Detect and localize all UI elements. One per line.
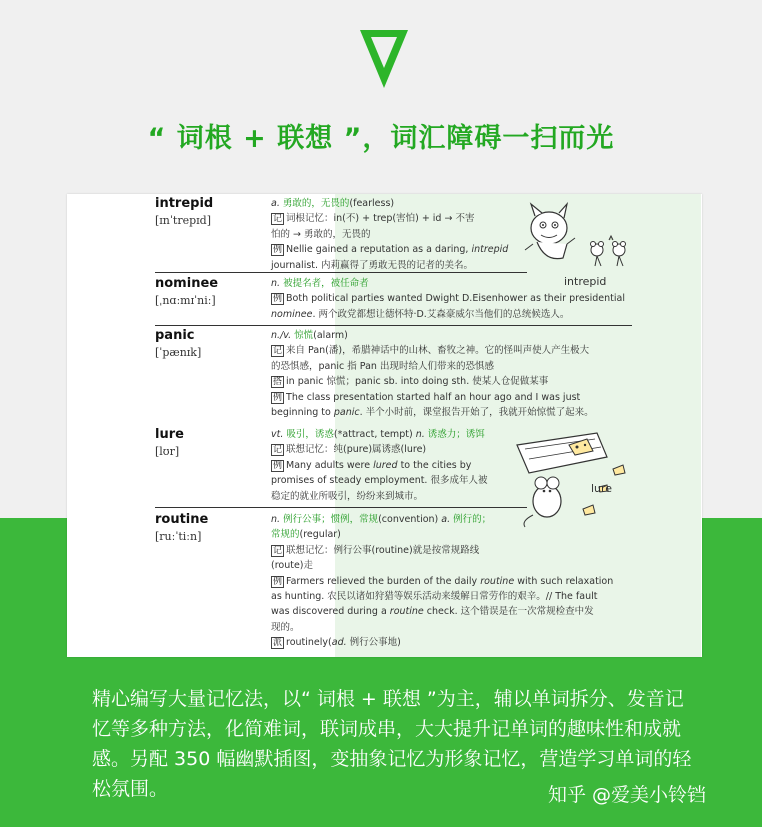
- definition: n. 被提名者，被任命者 例 Both political parties wanted Dwight D.Eisenhower as their presidential nominee. 两个政党都想让德怀特·D.艾森豪威尔当他们的总统候选人。: [271, 278, 625, 320]
- down-arrow-inner: [371, 37, 397, 68]
- phonetic: [ɪnˈtrepɪd]: [155, 214, 211, 227]
- phonetic: [ˈpænɪk]: [155, 346, 202, 359]
- lure-illustration-label: lure: [591, 482, 613, 495]
- headword: lure: [155, 427, 184, 442]
- headword: routine: [155, 512, 209, 527]
- phonetic: [lʊr]: [155, 445, 180, 458]
- headword: intrepid: [155, 196, 214, 211]
- definition: a. 勇敢的，无畏的(fearless) 记 词根记忆：in(不) + trep(害怕) + id → 不害 怕的 → 勇敢的，无畏的 例 Nellie gained a reputation as a daring, intrepid journalist. 内莉赢得了勇敢无畏的记者的美名。: [271, 198, 509, 271]
- entry-divider: [155, 272, 527, 273]
- intrepid-illustration-label: intrepid: [564, 275, 607, 288]
- description-paragraph: 精心编写大量记忆法，以“ 词根 + 联想 ”为主，辅以单词拆分、发音记忆等多种方法，化简难词，联词成串，大大提升记单词的趣味性和成就感。另配 350 幅幽默插图，变抽象记忆为形象记忆，营造学习单词的轻松氛围。: [92, 688, 692, 800]
- headline: “ 词根 + 联想 ”，词汇障碍一扫而光: [147, 123, 615, 154]
- phonetic: [ˌnɑːmɪˈniː]: [155, 294, 216, 307]
- intrepid-cartoon-icon: [515, 200, 635, 275]
- definition: vt. 吸引，诱惑(*attract, tempt) n. 诱惑力；诱饵 记 联想记忆：纯(pure)属诱惑(lure) 例 Many adults were lured to the cities by promises of steady employment. 很多成年人被 稳定的就业所吸引，纷纷来到城市。: [271, 429, 488, 502]
- headword: panic: [155, 328, 195, 343]
- phonetic: [ruːˈtiːn]: [155, 530, 202, 543]
- entry-divider: [155, 507, 527, 508]
- zhihu-watermark: 知乎 @爱美小铃铛: [548, 784, 707, 806]
- definition: n./v. 惊慌(alarm) 记 来自 Pan(潘)，希腊神话中的山林、畜牧之神。它的怪叫声使人产生极大 的恐惧感，panic 指 Pan 出现时给人们带来的恐惧感 搭 in panic 惊慌；panic sb. into doing sth. 使某人仓促做某事 例 The class presentation started half an hour ago and I was just beginning to panic. 半个小时前，课堂报告开始了，我就开始惊慌了起来。: [271, 330, 594, 419]
- entry-divider: [155, 325, 632, 326]
- definition: n. 例行公事；惯例，常规(convention) a. 例行的； 常规的(regular) 记 联想记忆：例行公事(routine)就是按常规路线 (route)走 例 Farmers relieved the burden of the daily routine with such relaxation as hunting. 农民以诸如狩猎等娱乐活动来缓解日常劳作的艰辛。// The fault was discovered during a routine check. 这个错误是在一次常规检查中发 现的。 派 routinely(ad. 例行公事地): [271, 514, 614, 649]
- headword: nominee: [155, 276, 219, 291]
- dictionary-page: [67, 194, 702, 657]
